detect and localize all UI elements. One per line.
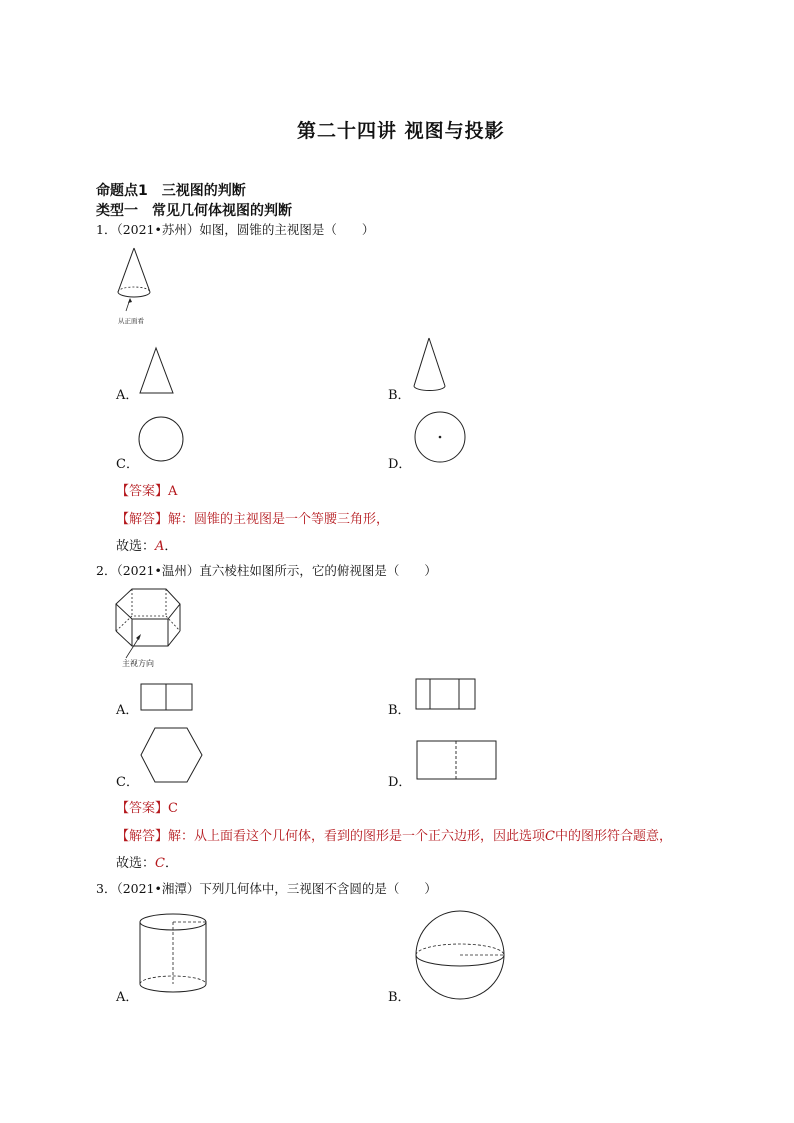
q2-option-b-three-rectangles	[414, 677, 478, 713]
question-2-stem: 2．（2021•温州）直六棱柱如图所示，它的俯视图是（ ）	[96, 563, 437, 578]
page-title: 第二十四讲 视图与投影	[297, 120, 505, 142]
hexagonal-prism-figure	[112, 586, 194, 672]
q1-option-b-cone	[412, 336, 452, 396]
q2-option-b-label: B．	[388, 703, 411, 718]
prism-view-label: 主视方向	[122, 659, 154, 668]
q2-option-d-rectangle-dashed	[415, 739, 499, 783]
q1-answer: 【答案】A	[116, 484, 178, 499]
q2-choice: 故选：C．	[116, 856, 178, 871]
q2-answer: 【答案】C	[116, 801, 178, 816]
q1-solution: 【解答】解：圆锥的主视图是一个等腰三角形，	[116, 512, 390, 527]
q1-option-a-triangle	[138, 346, 178, 396]
q2-solution: 【解答】解：从上面看这个几何体，看到的图形是一个正六边形，因此选项C中的图形符合题意，	[116, 829, 672, 844]
q2-option-c-label: C．	[116, 775, 139, 790]
q1-option-a-label: A．	[116, 388, 139, 403]
section-heading: 命题点1 三视图的判断	[96, 183, 246, 199]
question-3-stem: 3．（2021•湘潭）下列几何体中，三视图不含圆的是（ ）	[96, 881, 437, 896]
q1-option-b-label: B．	[388, 388, 411, 403]
q1-option-d-circle-with-dot	[413, 410, 469, 466]
q3-option-a-label: A．	[116, 990, 139, 1005]
q1-choice: 故选：A．	[116, 539, 178, 554]
q3-option-b-label: B．	[388, 990, 411, 1005]
q2-option-d-label: D．	[388, 775, 412, 790]
cone-figure	[112, 246, 162, 330]
q3-option-b-sphere	[413, 910, 509, 1002]
question-1-stem: 1．（2021•苏州）如图，圆锥的主视图是（ ）	[96, 222, 375, 237]
q2-option-c-hexagon	[139, 726, 205, 786]
subsection-heading: 类型一 常见几何体视图的判断	[96, 203, 292, 219]
q1-option-d-label: D．	[388, 457, 412, 472]
cone-view-label: 从正面看	[118, 317, 144, 325]
q3-option-a-cylinder	[138, 912, 210, 998]
q2-option-a-two-rectangles	[139, 682, 195, 714]
q2-option-a-label: A．	[116, 703, 139, 718]
q1-option-c-label: C．	[116, 457, 139, 472]
q1-option-c-circle	[137, 415, 187, 465]
